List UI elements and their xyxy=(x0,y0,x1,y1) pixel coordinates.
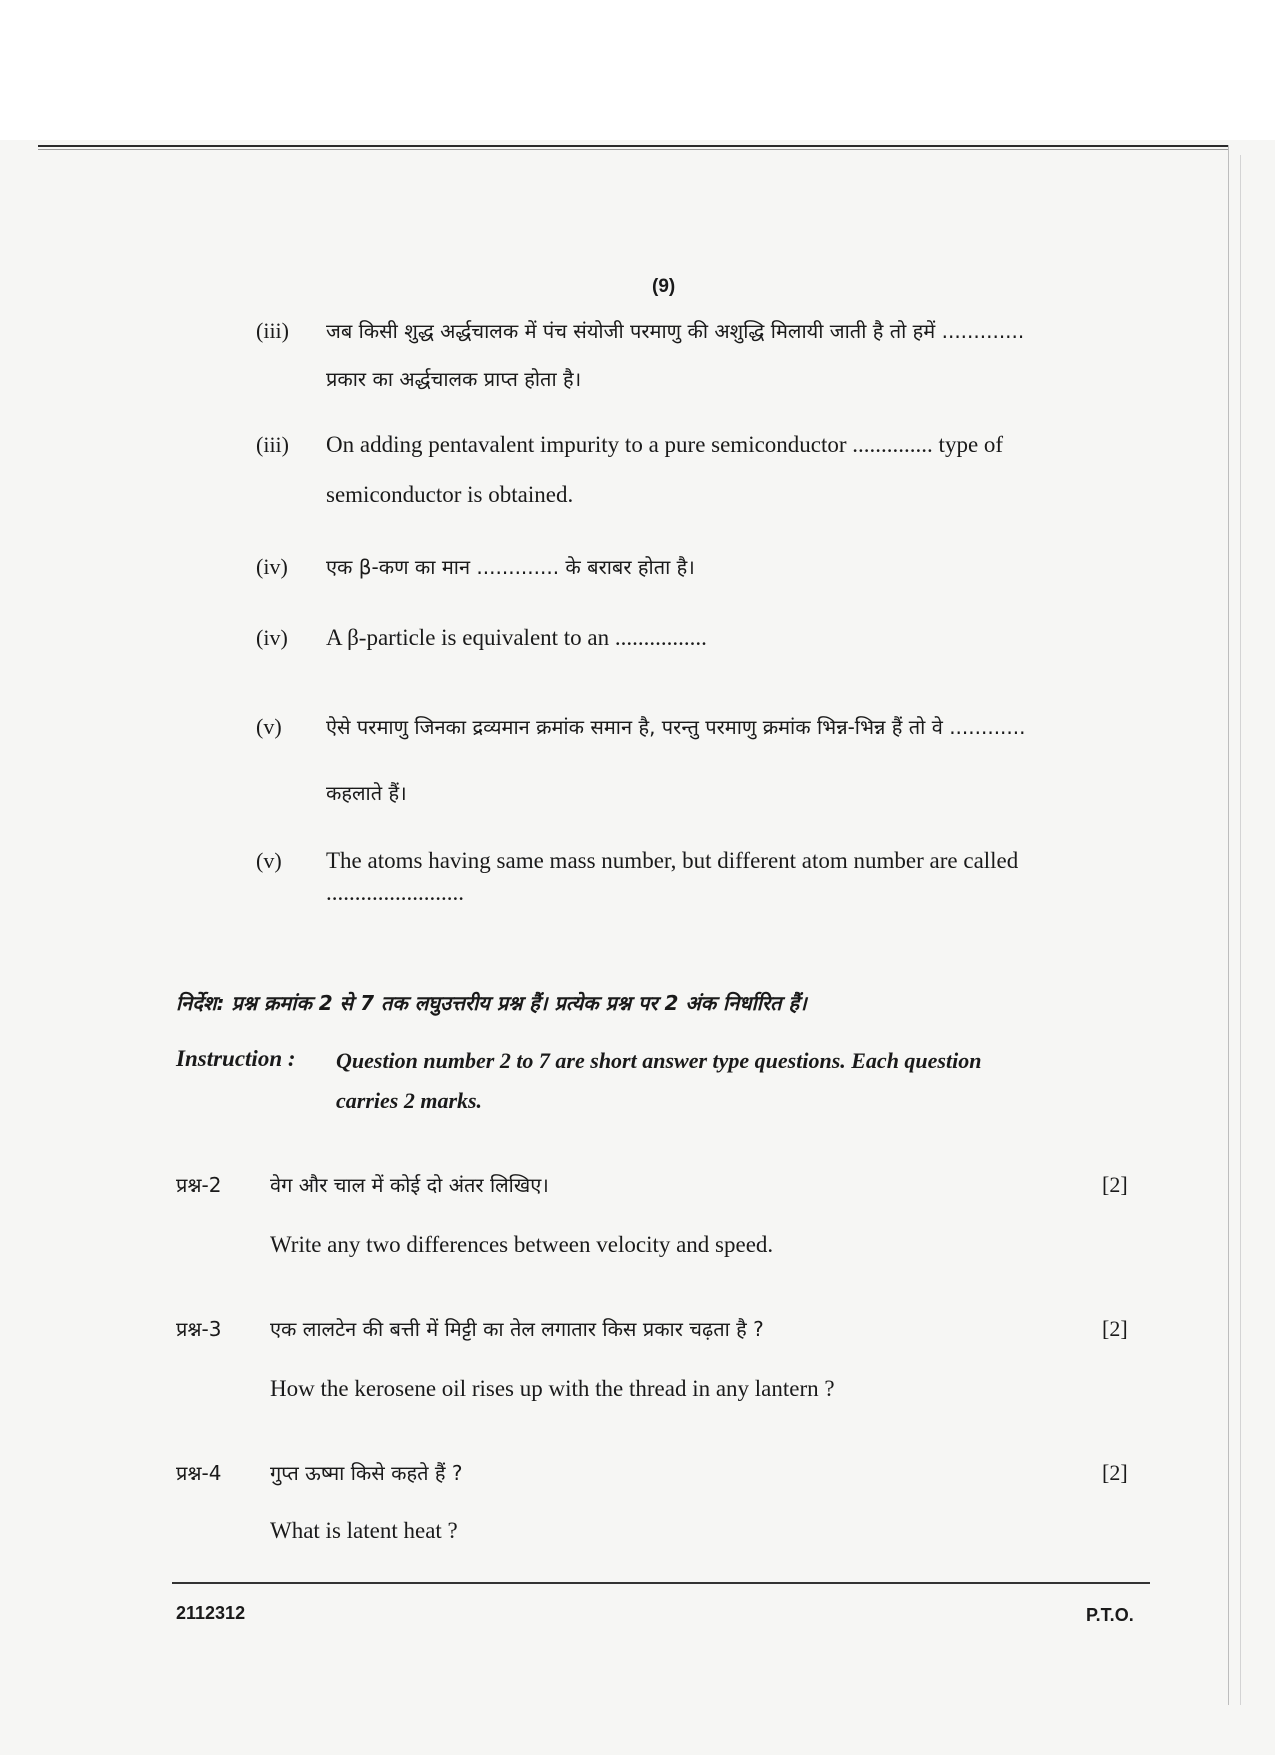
question-text-hindi: प्रकार का अर्द्धचालक प्राप्त होता है। xyxy=(326,367,582,391)
question-text-hindi: वेग और चाल में कोई दो अंतर लिखिए। xyxy=(270,1173,549,1197)
marks-badge: [2] xyxy=(1102,1172,1128,1197)
marks-badge: [2] xyxy=(1102,1460,1128,1485)
instruction-label: Instruction : xyxy=(176,1046,296,1071)
question-text-hindi: कहलाते हैं। xyxy=(326,781,407,805)
question-text-hindi: एक लालटेन की बत्ती में मिट्टी का तेल लगातार किस प्रकार चढ़ता है ? xyxy=(270,1317,764,1341)
sheet-right-edge xyxy=(1228,145,1229,1705)
question-text-english: How the kerosene oil rises up with the thread in any lantern ? xyxy=(270,1376,835,1401)
question-text-english: A β-particle is equivalent to an ................ xyxy=(326,625,707,650)
question-text-english: What is latent heat ? xyxy=(270,1518,458,1543)
instruction-hindi: निर्देश: प्रश्न क्रमांक 2 से 7 तक लघुउत्तरीय प्रश्न हैं। प्रत्येक प्रश्न पर 2 अंक निर्धारित हैं। xyxy=(176,991,807,1015)
question-number: (iv) xyxy=(256,554,288,579)
scan-margin xyxy=(0,0,1275,140)
question-text-hindi: ऐसे परमाणु जिनका द्रव्यमान क्रमांक समान है, परन्तु परमाणु क्रमांक भिन्न-भिन्न हैं तो वे ............ xyxy=(326,715,1026,739)
paper-code: 2112312 xyxy=(176,1603,246,1623)
instruction-english: Question number 2 to 7 are short answer type questions. Each question xyxy=(336,1048,982,1073)
marks-badge: [2] xyxy=(1102,1316,1128,1341)
question-label: प्रश्न-4 xyxy=(176,1461,222,1485)
question-number: (v) xyxy=(256,714,282,739)
question-text-english: Write any two differences between velocity and speed. xyxy=(270,1232,774,1257)
question-text-english: On adding pentavalent impurity to a pure semiconductor .............. type of xyxy=(326,432,1004,457)
sheet-top-edge-shadow xyxy=(38,149,1228,150)
question-text-hindi: जब किसी शुद्ध अर्द्धचालक में पंच संयोजी परमाणु की अशुद्धि मिलायी जाती है तो हमें ............. xyxy=(326,319,1025,343)
question-text-english: The atoms having same mass number, but different atom number are called xyxy=(326,848,1019,873)
question-label: प्रश्न-3 xyxy=(176,1317,222,1341)
question-text-english: ........................ xyxy=(326,880,464,905)
sheet-top-edge xyxy=(38,145,1228,147)
question-text-english: semiconductor is obtained. xyxy=(326,482,574,507)
question-number: (iii) xyxy=(256,318,289,343)
question-text-hindi: एक β-कण का मान ............. के बराबर होता है। xyxy=(326,555,695,579)
question-number: (iii) xyxy=(256,432,289,457)
question-number: (v) xyxy=(256,848,282,873)
question-text-hindi: गुप्त ऊष्मा किसे कहते हैं ? xyxy=(270,1461,463,1485)
question-label: प्रश्न-2 xyxy=(176,1173,222,1197)
question-number: (iv) xyxy=(256,625,288,650)
instruction-english: carries 2 marks. xyxy=(336,1088,483,1113)
footer-divider xyxy=(172,1582,1150,1584)
sheet-right-edge-shadow xyxy=(1240,155,1241,1705)
pto-label: P.T.O. xyxy=(1086,1605,1134,1625)
page-number: (9) xyxy=(652,276,676,297)
